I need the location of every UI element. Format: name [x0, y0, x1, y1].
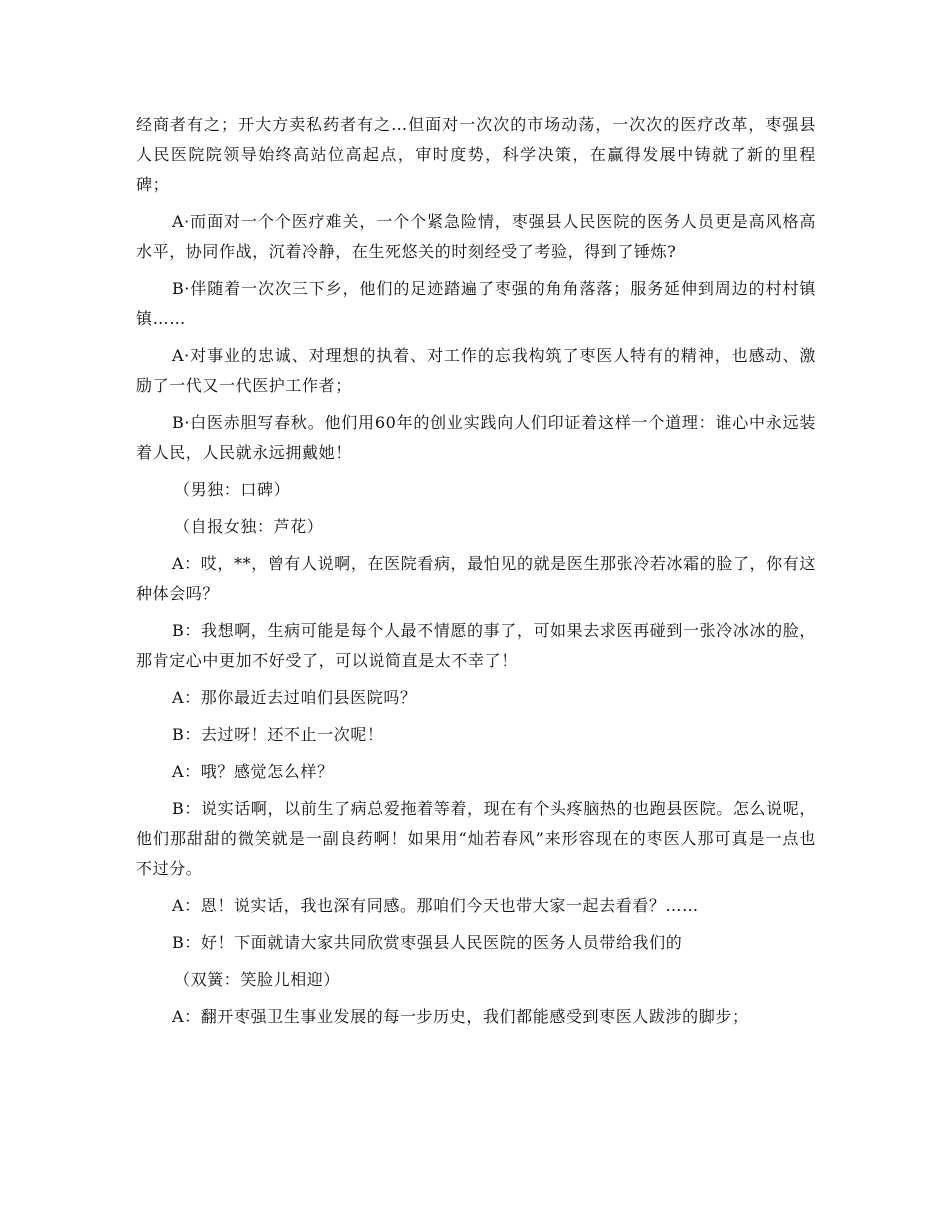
- paragraph-2: A·而面对一个个医疗难关，一个个紧急险情，枣强县人民医院的医务人员更是高风格高水平，协同作战，沉着冷静，在生死悠关的时刻经受了考验，得到了锤炼?: [136, 212, 816, 261]
- paragraph-dialogue-7: A：恩！说实话，我也深有同感。那咱们今天也带大家一起去看看？……: [172, 896, 699, 915]
- stage-direction-double-act: （双簧：笑脸儿相迎）: [174, 970, 341, 989]
- paragraph-1: 经商者有之；开大方卖私药者有之…但面对一次次的市场动荡，一次次的医疗改革，枣强县人民医院院领导始终高站位高起点，审时度势，科学决策，在赢得发展中铸就了新的里程碑；: [136, 115, 816, 194]
- paragraph-dialogue-1: A：哎，**，曾有人说啊，在医院看病，最怕见的就是医生那张冷若冰霜的脸了，你有这种体会吗？: [136, 554, 816, 603]
- paragraph-dialogue-9: A：翻开枣强卫生事业发展的每一步历史，我们都能感受到枣医人跋涉的脚步；: [172, 1007, 749, 1026]
- stage-direction-male-solo: （男独：口碑）: [174, 480, 291, 499]
- paragraph-4: A·对事业的忠诚、对理想的执着、对工作的忘我构筑了枣医人特有的精神，也感动、激励了一代又一代医护工作者；: [136, 346, 816, 395]
- paragraph-dialogue-2: B：我想啊，生病可能是每个人最不情愿的事了，可如果去求医再碰到一张冷冰冰的脸，那肯定心中更加不好受了，可以说简直是太不幸了！: [136, 621, 816, 670]
- paragraph-dialogue-6: B：说实话啊，以前生了病总爱拖着等着，现在有个头疼脑热的也跑县医院。怎么说呢，他们那甜甜的微笑就是一副良药啊！如果用“灿若春风”来形容现在的枣医人那可真是一点也不过分。: [136, 799, 816, 878]
- paragraph-5: B·白医赤胆写春秋。他们用60年的创业实践向人们印证着这样一个道理：谁心中永远装着人民，人民就永远拥戴她！: [136, 413, 816, 462]
- paragraph-3: B·伴随着一次次三下乡，他们的足迹踏遍了枣强的角角落落；服务延伸到周边的村村镇镇……: [136, 279, 816, 328]
- paragraph-dialogue-4: B：去过呀！还不止一次呢！: [172, 725, 384, 744]
- stage-direction-female-solo: （自报女独：芦花）: [174, 517, 324, 536]
- paragraph-dialogue-3: A：那你最近去过咱们县医院吗？: [172, 688, 417, 707]
- paragraph-dialogue-5: A：哦？感觉怎么样？: [172, 762, 334, 781]
- document-body: [136, 110, 816, 1039]
- paragraph-dialogue-8: B：好！下面就请大家共同欣赏枣强县人民医院的医务人员带给我们的: [172, 933, 683, 952]
